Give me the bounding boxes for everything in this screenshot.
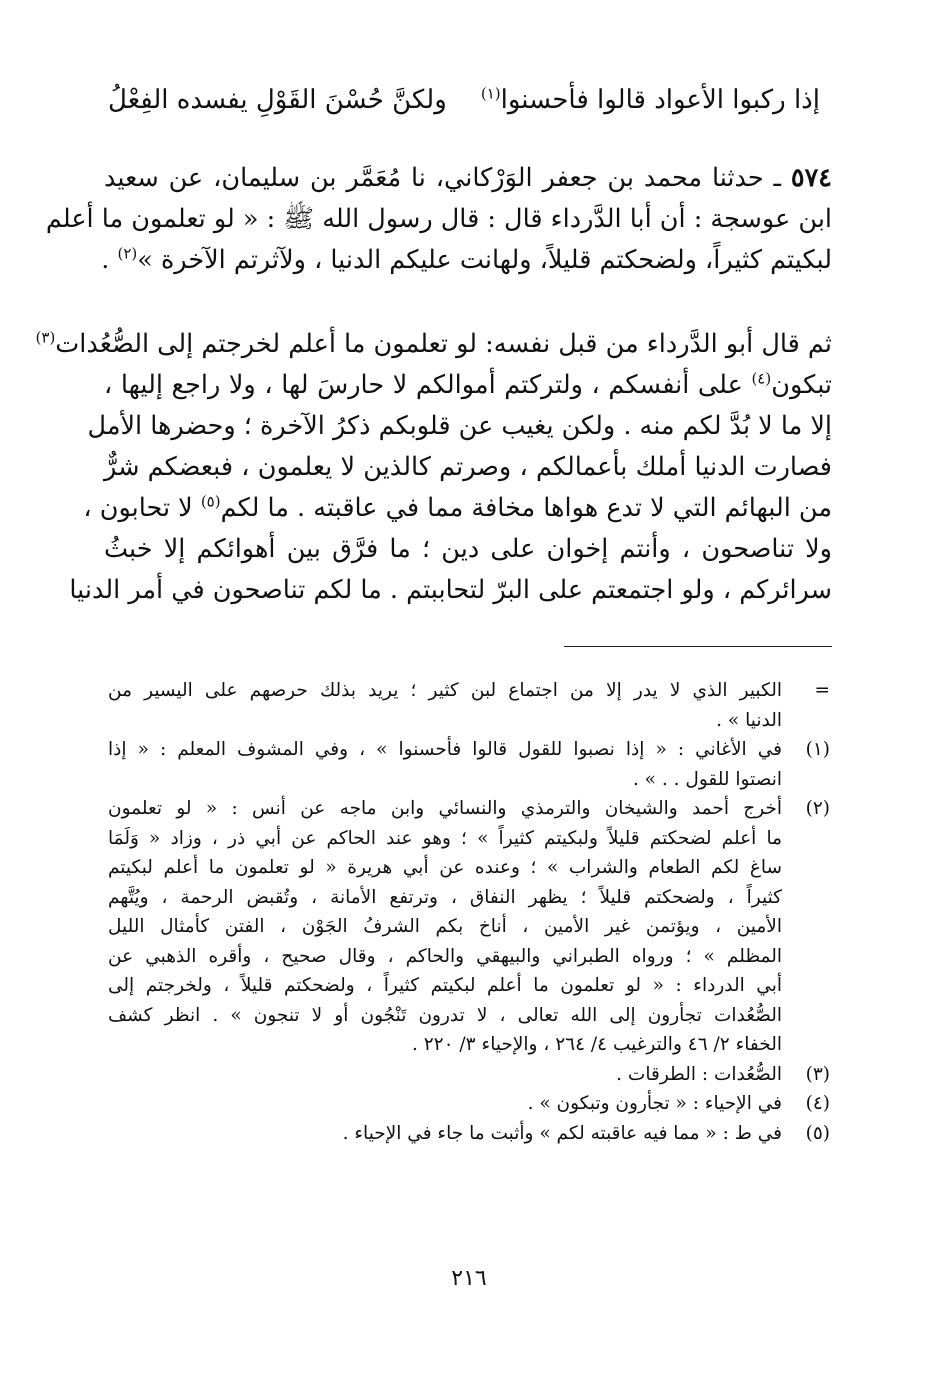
footnote-line: في الإحياء : « تجأرون وتبكون » . <box>527 1093 782 1114</box>
footnote-line: الصُّعُدات : الطرقات . <box>616 1063 782 1085</box>
footnote-line: ما أعلم لضحكتم قليلاً ولبكيتم كثيراً » ؛ وهو عند الحاكم عن أبي ذر ، وزاد « وَلَمَا <box>108 827 782 849</box>
text-line <box>83 488 832 529</box>
footnote-line: ساغ لكم الطعام والشراب » ؛ وعنده عن أبي هريرة « لو تعلمون ما أعلم لبكيتم <box>108 857 782 878</box>
footnote-5 <box>108 1119 830 1149</box>
footnote-line: الكبير الذي لا يدر إلا من اجتماع لبن كثير ؛ يريد بذلك حرصهم على اليسير من <box>108 680 782 701</box>
footnote-ref-1: (١) <box>480 84 501 103</box>
footnote-1 <box>108 735 830 794</box>
footnote-line: المظلم » ؛ ورواه الطبراني والبيهقي والحاكم ، وقال صحيح ، وأقره الذهبي عن <box>108 945 782 967</box>
body-paragraph <box>35 324 832 611</box>
para2-line-4: فصارت الدنيا أملك بأعمالكم ، وصرتم كالذين لا يعلمون ، فبعضكم شرٌّ <box>104 452 832 482</box>
text-line <box>101 240 832 281</box>
footnote-separator <box>564 646 832 647</box>
footnote-line: في الأغاني : « إذا نصبوا للقول قالوا فأحسنوا » ، وفي المشوف المعلم : « إذا <box>108 739 782 760</box>
footnote-2 <box>108 794 830 1060</box>
footnote-line: أبي الدرداء : « لو تعلمون ما أعلم لبكيتم كثيراً ، ولضحكتم قليلاً ، ولخرجتم إلى <box>108 975 782 996</box>
footnote-line: كثيراً ، ولضحكتم قليلاً ؛ يظهر النفاق ، وترتفع الأمانة ، وتُقبض الرحمة ، ويُتَّهم <box>108 886 782 908</box>
hadith-line-2: ابن عوسجة : أن أبا الدَّرداء قال : قال رسول الله ﷺ : « لو تعلمون ما أعلم <box>45 204 832 234</box>
footnote-body <box>108 1060 782 1090</box>
footnote-marker: (٣) <box>805 1063 830 1085</box>
footnote-marker: = <box>814 680 830 701</box>
footnote-line: الدنيا » . <box>716 709 782 731</box>
footnote-line: الصُّعُدات تجأرون إلى الله تعالى ، لا تدرون تَنْجُون أو لا تنجون » . انظر كشف <box>108 1004 782 1026</box>
text-line <box>35 324 832 365</box>
para2-line-1: ثم قال أبو الدَّرداء من قبل نفسه: لو تعلمون ما أعلم لخرجتم إلى الصُّعُدات <box>55 329 832 359</box>
footnote-line: أخرج أحمد والشيخان والترمذي والنسائي وابن ماجه عن أنس : « لو تعلمون <box>108 798 782 819</box>
footnote-body <box>108 735 782 794</box>
text-line <box>104 158 832 199</box>
footnote-marker: (٥) <box>805 1122 830 1144</box>
footnote-3 <box>108 1060 830 1090</box>
para2-line-7: سرائركم ، ولو اجتمعتم على البرّ لتحاببتم . ما لكم تناصحون في أمر الدنيا <box>69 575 832 605</box>
footnote-marker: (١) <box>805 739 830 760</box>
verse-first-hemistich-text: إذا ركبوا الأعواد قالوا فأحسنوا <box>500 85 820 115</box>
footnote-ref-2: (٢) <box>117 244 138 263</box>
hadith-number: ٥٧٤ <box>790 163 832 193</box>
footnote-line: في ط : « مما فيه عاقبته لكم » وأثبت ما جاء في الإحياء . <box>342 1122 782 1144</box>
footnote-marker: (٢) <box>805 798 830 819</box>
footnote-line: انصتوا للقول . . » . <box>632 768 782 790</box>
page-number: ٢١٦ <box>451 1266 487 1291</box>
verse-second-hemistich: ولكنَّ حُسْنَ القَوْلِ يفسده الفِعْلُ <box>108 85 447 115</box>
footnote-4 <box>108 1089 830 1119</box>
text-line <box>104 365 832 406</box>
hadith-line-3: لبكيتم كثيراً، ولضحكتم قليلاً، ولهانت عليكم الدنيا ، ولآثرتم الآخرة » <box>137 245 832 275</box>
para2-line-6: ولا تناصحون ، وأنتم إخوان على دين ؛ ما فرَّق بين أهوائكم إلا خبثُ <box>104 534 832 564</box>
para2-line-5-rest: لا تحابون ، <box>83 493 193 523</box>
hadith-line-1: ـ حدثنا محمد بن جعفر الوَرْكاني، نا مُعَمَّر بن سليمان، عن سعيد <box>104 163 782 193</box>
para2-line-3: إلا ما لا بُدَّ لكم منه . ولكن يغيب عن قلوبكم ذكرُ الآخرة ؛ وحضرها الأمل <box>87 411 832 441</box>
poetry-verse <box>108 76 820 124</box>
para2-line-2-rest: على أنفسكم ، ولتركتم أموالكم لا حارسَ لها ، ولا راجع إليها ، <box>104 370 743 400</box>
footnote-body <box>108 794 782 1060</box>
footnote-continued <box>108 676 830 735</box>
footnote-ref-4: (٤) <box>751 369 772 388</box>
footnote-ref-3: (٣) <box>35 328 56 347</box>
footnotes <box>108 676 830 1148</box>
para2-line-2: تبكون <box>771 370 832 400</box>
hadith-paragraph <box>45 158 832 281</box>
footnote-body <box>108 1119 782 1149</box>
footnote-body <box>108 676 782 735</box>
para2-line-5: من البهائم التي لا تدع هواها مخافة مما في عاقبته . ما لكم <box>220 493 832 523</box>
footnote-marker: (٤) <box>805 1093 830 1114</box>
footnote-line: الأمين ، ويؤتمن غير الأمين ، أناخ بكم الشرفُ الجَوْن ، الفتن كأمثال الليل <box>108 916 782 937</box>
footnote-line: الخفاء ٢/ ٤٦ والترغيب ٤/ ٢٦٤ ، والإحياء ٣/ ٢٢٠ . <box>411 1034 782 1055</box>
footnote-body <box>108 1089 782 1119</box>
verse-first-hemistich <box>481 76 820 124</box>
hadith-line-3-end: . <box>101 245 110 275</box>
footnote-ref-5: (٥) <box>200 492 221 511</box>
